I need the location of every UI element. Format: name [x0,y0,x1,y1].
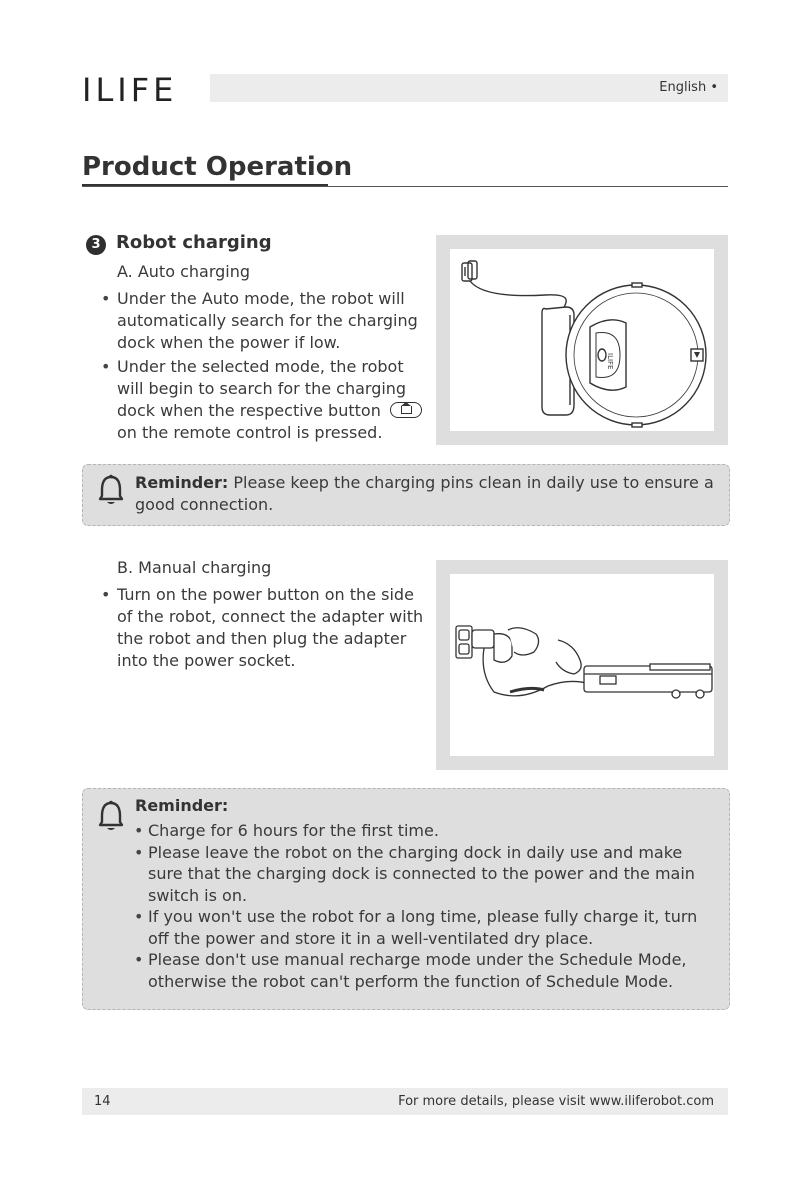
reminder-item: If you won't use the robot for a long time, please fully charge it, turn off the power and store it in a well-ventilated dry place. [148,907,698,948]
auto-charging-illustration [436,235,728,445]
reminder-item: Charge for 6 hours for the first time. [148,821,439,840]
manual-charging-list [99,584,434,674]
auto-charging-heading: A. Auto charging [117,262,251,281]
reminder-item: Please leave the robot on the charging dock in daily use and make sure that the charging dock is connected to the power and the main switch is on. [148,842,695,905]
auto-charging-list [99,288,434,446]
list-item [99,356,434,444]
manual-charging-illustration [436,560,728,770]
list-item [134,906,720,949]
footer-website-text: For more details, please visit www.iliferobot.com [398,1094,714,1109]
bullet-text: Under the selected mode, the robot will begin to search for the charging dock when the respective button [117,357,407,420]
home-button-icon [390,402,422,418]
page-number: 14 [94,1094,111,1109]
reminder-label: Reminder: [135,796,229,815]
title-underline [82,184,328,186]
step-title: Robot charging [116,232,272,253]
reminder-item: Please don't use manual recharge mode under the Schedule Mode, otherwise the robot can't perform the function of Schedule Mode. [148,950,687,991]
manual-charging-heading: B. Manual charging [117,558,272,577]
reminder-body: Please keep the charging pins clean in daily use to ensure a good connection. [135,473,714,514]
bell-icon [98,800,124,832]
bullet-text: Turn on the power button on the side of the robot, connect the adapter with the robot and then plug the adapter into the power socket. [117,585,424,670]
list-item [99,288,434,354]
footer-bar [82,1088,728,1115]
title-rule [82,186,728,187]
reminder-list [134,820,720,992]
reminder-text [135,472,720,516]
reminder-label: Reminder: [135,473,229,492]
bullet-text: Under the Auto mode, the robot will automatically search for the charging dock when the power if low. [117,289,418,352]
step-number-badge: 3 [86,235,106,255]
list-item [134,949,720,992]
bullet-text: on the remote control is pressed. [117,423,383,442]
robot-brand-text: ILIFE [606,353,614,370]
robot-dock-drawing [450,249,714,431]
list-item [134,842,720,907]
bell-icon [98,474,124,506]
list-item [134,820,720,842]
list-item [99,584,434,672]
adapter-socket-drawing [450,574,714,756]
section-title: Product Operation [82,152,353,182]
language-label: English • [659,80,718,95]
header-bar [210,74,728,102]
brand-logo: ILIFE [82,71,178,109]
